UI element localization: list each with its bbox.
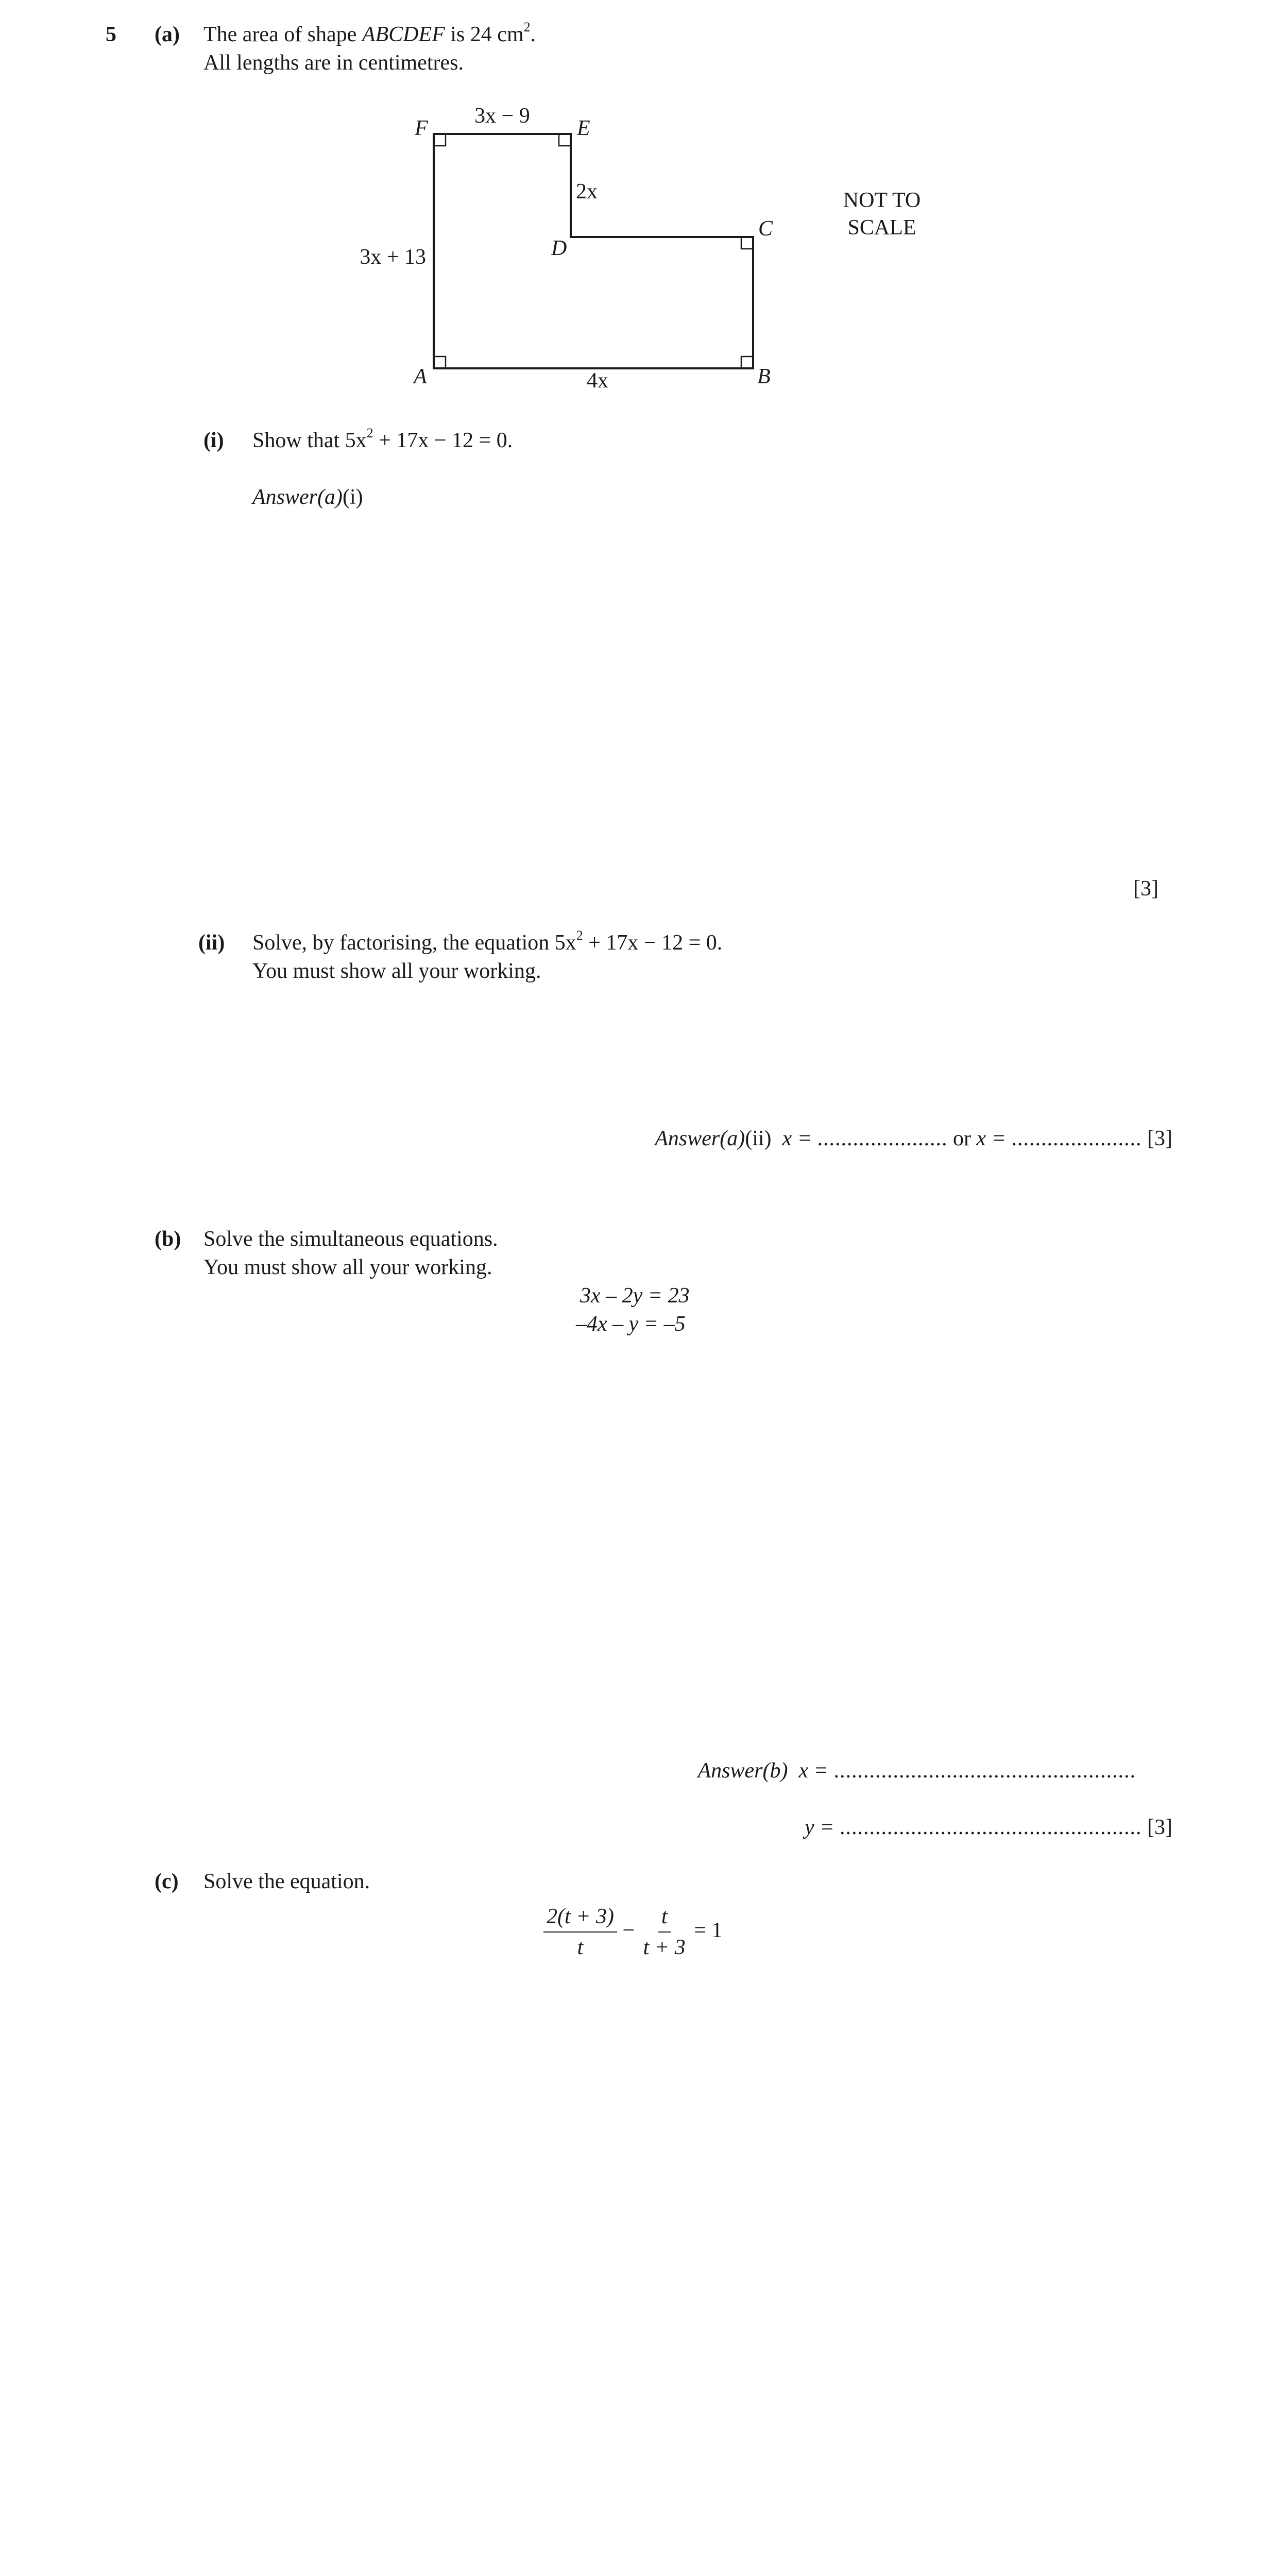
side-label-ed: 2x [576,180,598,204]
side-label-af: 3x + 13 [360,245,426,269]
answer-b-y-blank[interactable]: ................................................... [840,1816,1142,1839]
vertex-label-b: B [757,365,771,388]
equation-2: –4x – y = –5 [576,1312,686,1336]
equation-c: $\frac{2(t + 3)}{t}$ − $\frac{t}{t + 3}$ = 1 [543,1904,722,1961]
sub-ii-instruction: You must show all your working. [252,959,541,983]
right-angle-e [559,134,571,146]
shape-name: ABCDEF [362,23,445,46]
fraction-1: $\frac{2(t + 3)}{t}$ [543,1904,617,1961]
answer-a-i-label: Answer(a)(i) [252,485,363,509]
sub-ii-text: Solve, by factorising, the equation $5x^2 + 17x - 12 = 0$. [252,928,723,955]
question-number: 5 [106,23,116,46]
part-a-intro-line2: All lengths are in centimetres. [203,51,464,75]
part-c-label: (c) [155,1870,179,1893]
sub-ii-label: (ii) [198,931,225,955]
answer-b-x-blank[interactable]: ................................................... [833,1759,1136,1783]
answer-a-ii-line: Answer(a)(ii) x = ...................... or x = ...................... [3] [655,1127,1172,1150]
equation-1: 3x – 2y = 23 [580,1284,690,1308]
fraction-2: $\frac{t}{t + 3}$ [643,1905,686,1960]
right-angle-b [741,357,753,368]
part-c-line1: Solve the equation. [203,1870,370,1893]
marks-a-i: [3] [1133,877,1158,901]
right-angle-f [434,134,446,146]
right-angle-c [741,237,753,249]
side-label-ab: 4x [587,369,608,393]
part-a-intro-line1: The area of shape ABCDEF is 24 $cm^2$. [203,20,536,46]
side-label-fe: 3x − 9 [474,104,530,128]
sub-i-text: Show that $5x^2 + 17x - 12 = 0$. [252,426,513,452]
vertex-label-a: A [414,365,427,388]
vertex-label-e: E [577,116,590,140]
part-a-label: (a) [155,23,180,46]
shape-outline [434,134,753,368]
vertex-label-f: F [415,116,428,140]
marks-b: [3] [1147,1816,1172,1839]
vertex-label-c: C [758,217,773,241]
answer-b-y-line: y = ................................................... [3] [805,1816,1172,1839]
right-angle-a [434,357,446,368]
marks-a-ii: [3] [1147,1127,1172,1150]
part-b-label: (b) [155,1227,181,1251]
vertex-label-d: D [551,236,567,260]
answer-b-x-line: Answer(b) x = ................................................... [697,1759,1136,1783]
shape-abcdef-diagram [0,0,1278,412]
not-to-scale-line2: SCALE [847,216,916,240]
answer-a-ii-blank-2[interactable]: ...................... [1011,1127,1142,1150]
part-b-line2: You must show all your working. [203,1256,492,1279]
not-to-scale-line1: NOT TO [843,189,921,212]
answer-a-ii-blank-1[interactable]: ...................... [817,1127,948,1150]
part-b-line1: Solve the simultaneous equations. [203,1227,498,1251]
sub-i-label: (i) [203,429,224,452]
